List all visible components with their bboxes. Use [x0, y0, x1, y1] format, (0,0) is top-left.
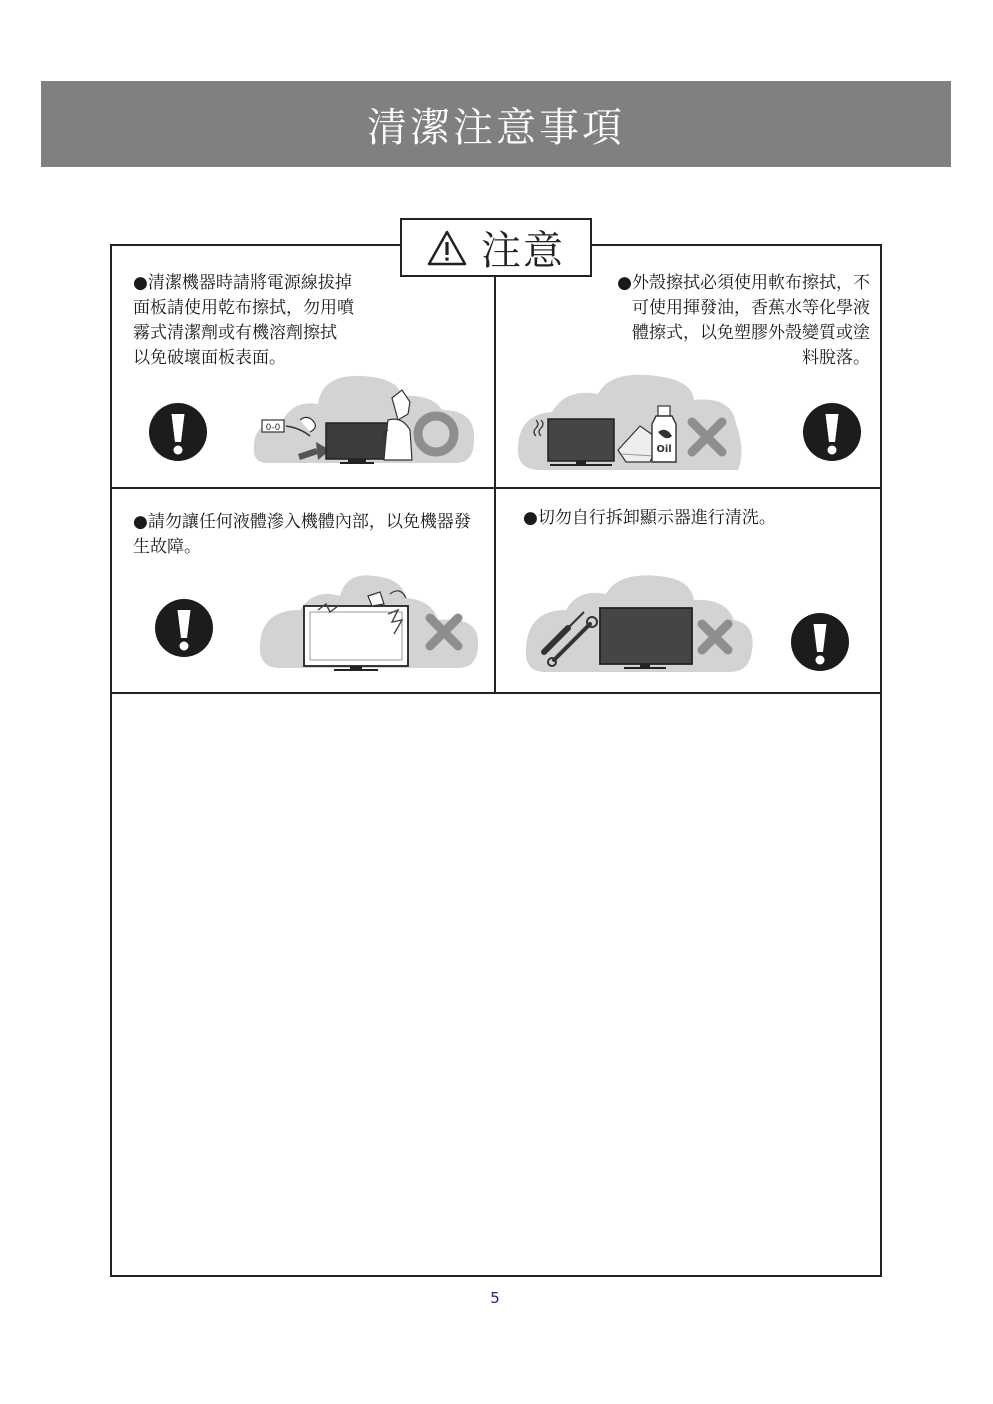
header-band — [41, 81, 951, 167]
note-disassemble: ●切勿自行拆卸顯示器進行清洗。 — [523, 508, 776, 528]
oil-label: Oil — [656, 444, 672, 455]
monitor-icon — [304, 606, 408, 671]
exclamation-icon — [149, 403, 207, 461]
warning-triangle-icon — [427, 229, 467, 267]
note-liquid: ●請勿讓任何液體滲入機體內部，以免機器發 生故障。 — [133, 512, 471, 557]
divider-row-2 — [112, 692, 880, 694]
page-title: 清潔注意事項 — [367, 104, 625, 151]
divider-column — [494, 246, 496, 693]
divider-row-1 — [112, 487, 880, 489]
wall-socket-icon — [262, 420, 284, 433]
exclamation-icon — [803, 403, 861, 461]
illustration-no-disassemble — [520, 570, 870, 676]
illustration-no-liquid — [140, 570, 485, 676]
note-power-cord: ●清潔機器時請將電源線拔掉 面板請使用乾布擦拭，勿用噴 霧式清潔劑或有機溶劑擦拭 以免破壞面板表面。 — [133, 273, 354, 368]
illustration-unplug — [140, 370, 485, 476]
exclamation-icon — [791, 613, 849, 671]
illustration-no-chemicals — [510, 370, 870, 476]
monitor-icon — [548, 419, 614, 466]
socket-label: 0-0 — [265, 423, 281, 433]
monitor-icon — [600, 608, 692, 669]
monitor-icon — [326, 423, 388, 464]
note-housing: ●外殼擦拭必須使用軟布擦拭，不 可使用揮發油，香蕉水等化學液 體擦式，以免塑膠外殼變質或塗 料脫落。 — [617, 273, 870, 368]
exclamation-icon — [155, 599, 213, 657]
page-number: 5 — [490, 1289, 500, 1307]
caution-label: 注意 — [481, 228, 565, 274]
caution-box — [400, 218, 592, 277]
